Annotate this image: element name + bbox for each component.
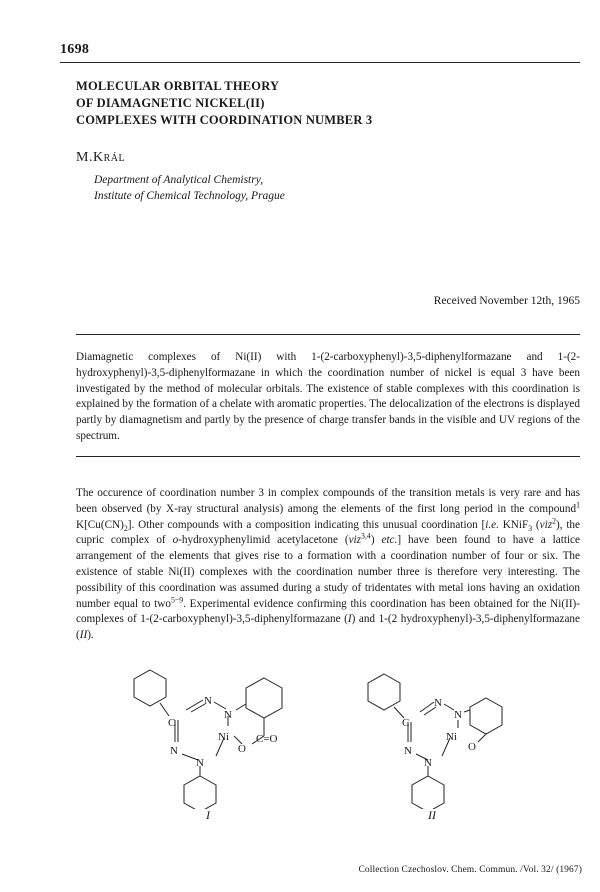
abstract-bottom-rule bbox=[76, 456, 580, 457]
affiliation bbox=[94, 172, 285, 204]
structure-ii-atom-n-bottom: N bbox=[424, 757, 432, 769]
title-line-1: MOLECULAR ORBITAL THEORY bbox=[76, 79, 280, 93]
structure-i-atom-carbonyl: C=O bbox=[256, 733, 278, 745]
header-rule bbox=[60, 62, 580, 63]
structure-ii-bottom-phenyl-ring bbox=[412, 776, 444, 809]
structure-i-atom-n-top-right: N bbox=[224, 709, 232, 721]
structure-ii-atom-ni: Ni bbox=[446, 731, 457, 743]
structure-i-atom-ni: Ni bbox=[218, 731, 229, 743]
author bbox=[76, 150, 125, 166]
structure-label-ii: II bbox=[428, 808, 436, 822]
body-paragraph: The occurence of coordination number 3 in complex compounds of the transition metals is very rare and has been observed (by X-ray structural analysis) among the elements of the first long period in the compound$^1$ $K[Cu(CN)_2]$. Other compounds with a composition indicating this unusual coordination [i.e. KNiF$_3$ (viz$^2$), the cupric complex of o-hydroxyphenylimid acetylacetone (viz$^{3,4}$) etc.] have been found to have a lattice arrangement of the elements that gives rise to a formation with a coordination number of four or six. The existence of stable Ni(II) complexes with the coordination number three is therefore very interesting. The possibility of this coordination was assumed during a study of tridentates with metal ions having an oxidation number equal to two$^{5-9}$. Experimental evidence confirming this coordination has been obtained for the Ni(II)-complexes of 1-(2-carboxyphenyl)-3,5-diphenylformazane (I) and 1-(2 hydroxyphenyl)-3,5-diphenylformazane (II). bbox=[76, 487, 581, 642]
abstract-top-rule bbox=[76, 334, 580, 335]
structure-ii-atom-n-top-left: N bbox=[434, 697, 442, 709]
title-line-3: COMPLEXES WITH COORDINATION NUMBER 3 bbox=[76, 113, 373, 127]
journal-footer: Collection Czechoslov. Chem. Commun. /Vol. 32/ (1967) bbox=[358, 865, 582, 875]
chemical-structures-figure bbox=[120, 664, 540, 809]
abstract: Diamagnetic complexes of Ni(II) with 1-(2-carboxyphenyl)-3,5-diphenylformazane and 1-(2-hydroxyphenyl)-3,5-diphenylformazane in which the coordination number of nickel is equal 3 have been investigated by the method of molecular orbitals. The existence of stable complexes with this coordination is explained by the formation of a chelate with aromatic properties. The delocalization of the electrons is displayed partly by diamagnetism and partly by the presence of charge transfer bands in the visible and UV regions of the spectrum. bbox=[76, 351, 580, 442]
author-surname: rál bbox=[103, 150, 126, 165]
received-date: Received November 12th, 1965 bbox=[433, 295, 580, 307]
structure-label-i: I bbox=[206, 808, 210, 822]
structure-ii-atom-c: C bbox=[402, 717, 410, 729]
structure-i-atom-n-left: N bbox=[170, 745, 178, 757]
structure-ii-atom-o: O bbox=[468, 741, 476, 753]
structure-ii-right-phenyl-ring bbox=[470, 698, 502, 734]
structure-ii-atom-n-left: N bbox=[404, 745, 412, 757]
structure-i-bottom-phenyl-ring bbox=[184, 776, 216, 809]
structure-i-atom-c: C bbox=[168, 717, 176, 729]
title-line-2: OF DIAMAGNETIC NICKEL(II) bbox=[76, 96, 265, 110]
affiliation-line-1: Department of Analytical Chemistry, bbox=[94, 174, 264, 186]
structure-i-atom-n-top-left: N bbox=[204, 695, 212, 707]
structure-i-atom-n-bottom: N bbox=[196, 757, 204, 769]
article-title bbox=[76, 78, 372, 129]
structure-i-atom-o: O bbox=[238, 743, 246, 755]
author-initial: M.K bbox=[76, 150, 104, 165]
page-number: 1698 bbox=[60, 42, 90, 57]
affiliation-line-2: Institute of Chemical Technology, Prague bbox=[94, 190, 285, 202]
structure-ii-atom-n-top-right: N bbox=[454, 709, 462, 721]
structure-ii-top-phenyl-ring bbox=[368, 674, 400, 710]
structure-i-right-phenyl-ring bbox=[246, 678, 282, 718]
structure-i-top-phenyl-ring bbox=[134, 670, 166, 706]
